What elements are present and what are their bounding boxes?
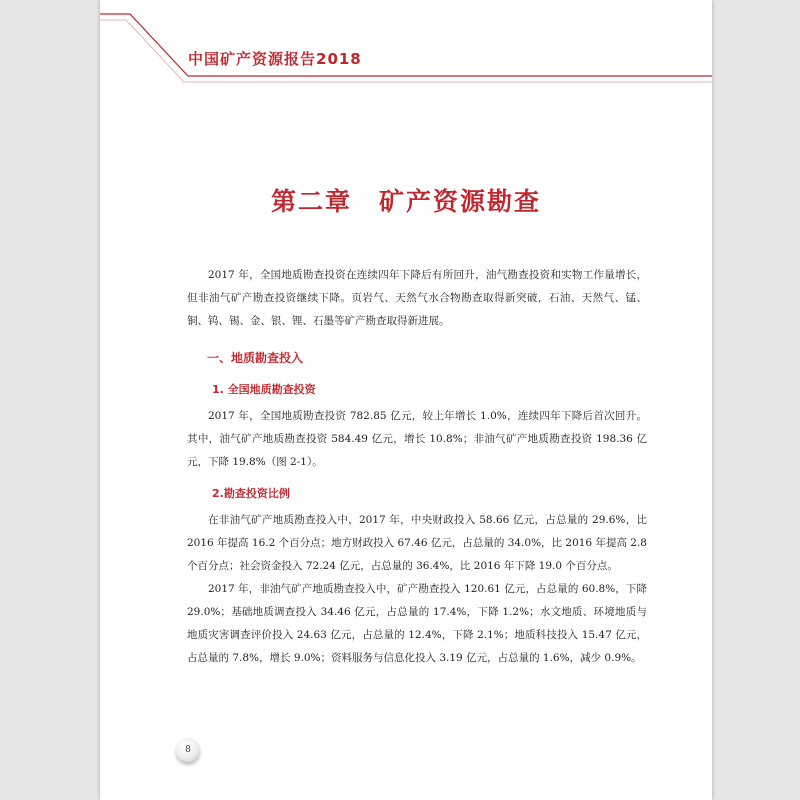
intro-paragraph: 2017 年，全国地质勘查投资在连续四年下降后有所回升，油气勘查投资和实物工作量增长，但非油气矿产勘查投资继续下降。页岩气、天然气水合物勘查取得新突破，石油、天然气、锰、铜、钨、锡、金、银、锂、石墨等矿产勘查取得新进展。 [187,269,647,327]
body-content [187,264,647,670]
chapter-title: 第二章 矿产资源勘查 [270,187,541,216]
section-heading: 一、地质勘查投入 [207,351,304,365]
document-page [100,0,712,800]
paragraph: 在非油气矿产地质勘查投入中，2017 年，中央财政投入 58.66 亿元，占总量的 29.6%，比 2016 年提高 16.2 个百分点；地方财政投入 67.46 亿元，占总量的 34.0%，比 2016 年提高 2.8 个百分点；社会资金投入 72.24 亿元，占总量的 36.4%，比 2016 年下降 19.0 个百分点。 [187,514,647,572]
running-header: 中国矿产资源报告2018 [188,50,362,68]
header-decoration [100,0,712,90]
subsection-heading: 2.勘查投资比例 [212,487,290,500]
subsection-heading: 1. 全国地质勘查投资 [212,383,316,396]
paragraph: 2017 年，非油气矿产地质勘查投入中，矿产勘查投入 120.61 亿元，占总量的 60.8%，下降 29.0%；基础地质调查投入 34.46 亿元，占总量的 17.4%，下降 1.2%；水文地质、环境地质与地质灾害调查评价投入 24.63 亿元，占总量的 12.4%，下降 2.1%；地质科技投入 15.47 亿元，占总量的 7.8%，增长 9.0%；资料服务与信息化投入 3.19 亿元，占总量的 1.6%，减少 0.9%。 [187,583,647,664]
page-number: 8 [176,738,200,762]
paragraph: 2017 年，全国地质勘查投资 782.85 亿元，较上年增长 1.0%，连续四年下降后首次回升。其中，油气矿产地质勘查投资 584.49 亿元，增长 10.8%；非油气矿产地质勘查投资 198.36 亿元，下降 19.8%（图 2-1）。 [187,410,647,468]
